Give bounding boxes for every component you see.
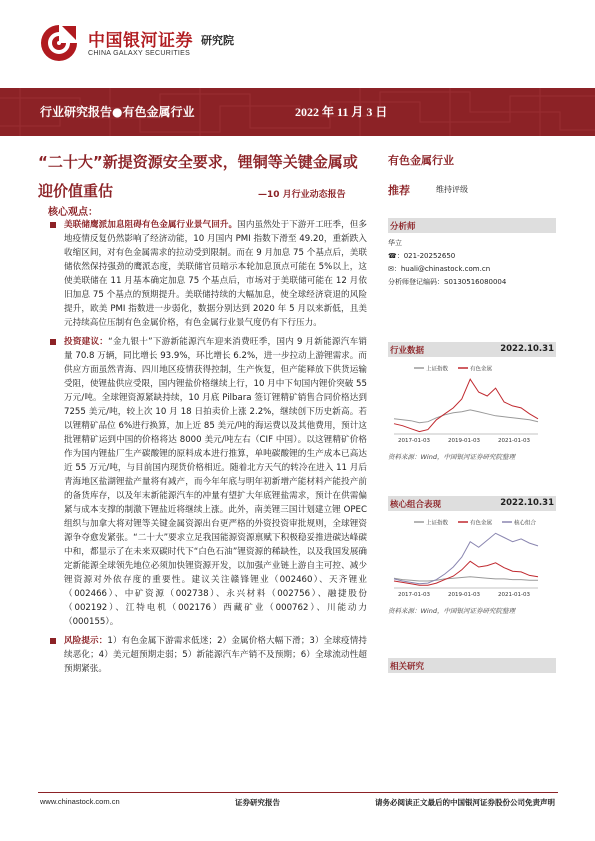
key-point <box>42 634 367 676</box>
report-banner <box>0 88 595 136</box>
series-line <box>394 577 538 581</box>
institute-label: 研究院 <box>201 34 234 47</box>
footer-disclaimer: 请务必阅读正文最后的中国银河证券股份公司免责声明 <box>375 798 555 807</box>
analyst-box <box>388 218 556 313</box>
chart-heading: 核心组合表现 <box>390 500 442 510</box>
core-portfolio-chart <box>388 496 556 616</box>
footer-divider <box>38 792 558 793</box>
legend-label: 有色金属 <box>470 520 493 527</box>
rating-label: 推荐 <box>388 184 410 197</box>
report-subtitle: —10 月行业动态报告 <box>258 190 346 200</box>
x-tick-label: 2019-01-03 <box>448 438 480 444</box>
key-point <box>42 335 367 629</box>
series-line <box>394 533 538 584</box>
legend-label: 核心组合 <box>514 520 537 527</box>
legend-label: 有色金属 <box>470 366 493 373</box>
company-logo <box>38 22 268 66</box>
legend-label: 上证指数 <box>426 366 449 373</box>
x-tick-label: 2017-01-03 <box>398 438 430 444</box>
x-tick-label: 2021-01-03 <box>498 438 530 444</box>
bullet-square-icon <box>50 638 56 644</box>
report-title: “二十大”新提资源安全要求，锂铜等关键金属或迎价值重估 <box>38 153 358 200</box>
chart-heading-bar <box>388 496 556 511</box>
portfolio-line-chart <box>388 514 556 606</box>
analyst-heading-bar <box>388 218 556 233</box>
chart-date: 2022.10.31 <box>500 344 554 354</box>
key-point-title: 风险提示： <box>64 636 108 646</box>
x-tick-label: 2019-01-03 <box>448 592 480 598</box>
chart-source: 资料来源：Wind，中国银河证券研究院整理 <box>388 607 515 615</box>
bullet-square-icon <box>50 339 56 345</box>
industry-line-chart <box>388 360 556 452</box>
report-type: 行业研究报告●有色金属行业 <box>40 105 195 119</box>
footer-center: 证券研究报告 <box>235 798 280 807</box>
rating-type: 维持评级 <box>436 185 468 194</box>
industry-label: 有色金属行业 <box>388 154 454 167</box>
analyst-license: 分析师登记编码：S0130516080004 <box>388 278 507 286</box>
chart-heading: 行业数据 <box>390 346 425 356</box>
series-line <box>394 561 538 585</box>
related-heading: 相关研究 <box>390 662 425 672</box>
key-point-title: 美联储鹰派加息阻碍有色金属行业景气回升。 <box>64 220 238 230</box>
key-point-body: 国内虽然处于下游开工旺季，但多地疫情反复仍然影响了经济动能，10 月国内 PMI 指数下滑至 49.20，重新跌入收缩区间，对有色金属需求的拉动受到限制。而在 9 月加息 75 个基点后，美联储依然保持强劲的鹰派态度，美联储官员暗示本轮加息顶点可能在 5%以上，这使美联储在 11 月基本确定加息 75 个基点后，市场对于美联储可能在 12 月依旧加息 75 个基点的预期提升。美联储持续的大幅加息，使全球经济衰退的风险提升，欧美 PMI 指数进一步弱化，数据分别达到 2020 年 5 月以来新低，且美元持续高位压制有色金属价格，有色金属行业景气度仍有下行压力。 <box>64 220 367 328</box>
chart-source: 资料来源：Wind，中国银河证券研究院整理 <box>388 453 515 461</box>
analyst-heading: 分析师 <box>390 222 416 232</box>
key-point-body: “金九银十”下游新能源汽车迎来消费旺季，国内 9 月新能源汽车销量 70.8 万辆，同比增长 93.9%，环比增长 6.2%，进一步拉动上游锂需求。而供应方面虽然青海、四川地区疫情获得控制，生产恢复，但产能释放下供货运输受阻，使锂盐供应受限，国内锂盐价格继续上行，10 月中下旬国内锂价突破 55 万元/吨。全球锂资源紧缺持续，10 月底 Pilbara 签订锂精矿销售合同价格达到 7255 美元/吨，较上次 10 月 18 日拍卖价上涨 2.2%，继续创下历史新高。若以锂精矿品位 6%进行换算，加上近 85 美元/吨的海运费以及其他费用，预计这批锂精矿运到中国的价格将达 8000 美元/吨左右（CIF 中国）。以这锂精矿价格作为国内锂盐厂生产碳酸锂的原料成本进行推算，单吨碳酸锂的生产成本已高达近 55 万元/吨，与目前国内现货价格相近。随着北方天气的转冷在进入 11 月后青海地区盐湖锂盐产量将有减产，而今年年底与明年初新增产能材料产能投产前的备货库存，以及年末新能源汽车的冲量有望扩大年底锂盐需求，预计在供需偏紧与成本支撑的制激下锂盐近将继续上涨。此外，南美锂三国计划建立锂 OPEC 组织与加拿大将对锂等关键金属资源出台更严格的外资投资审批规则，全球锂资源争夺愈发紧张。“二十大”要求立足我国能源资源禀赋下积极稳妥推进碳达峰碳中和，都显示了在未来双碳时代下“白色石油”锂资源的稀缺性，以及我国发展确定新能源全球领先地位必须加快锂资源开发，以加强产业链上游自主可控、减少锂资源对外依存度的重要性。建议关注赣锋锂业（002460）、天齐锂业（002466）、中矿资源（002738）、永兴材料（002756）、融捷股份（002192）、江特电机（002176）西藏矿业（000762）、川能动力（000155）。 <box>64 337 367 627</box>
galaxy-logo-icon <box>38 22 80 64</box>
report-date: 2022 年 11 月 3 日 <box>295 105 388 119</box>
series-line <box>394 379 538 431</box>
x-tick-label: 2021-01-03 <box>498 592 530 598</box>
key-point-body: 1）有色金属下游需求低迷；2）金属价格大幅下滑；3）全球疫情持续恶化；4）美元超预期走弱；5）新能源汽车产销不及预期；6）全球流动性超预期紧张。 <box>64 636 367 674</box>
analyst-email[interactable]: ✉：huali@chinastock.com.cn <box>388 265 491 273</box>
analyst-name: 华立 <box>388 239 402 247</box>
chart-heading-bar <box>388 342 556 357</box>
industry-data-chart <box>388 342 556 462</box>
key-point <box>42 218 367 330</box>
key-points-list <box>42 218 367 681</box>
legend-label: 上证指数 <box>426 520 449 527</box>
footer-url[interactable]: www.chinastock.com.cn <box>40 797 120 806</box>
bullet-square-icon <box>50 222 56 228</box>
key-points-heading: 核心观点： <box>48 207 98 218</box>
logo-text-en: CHINA GALAXY SECURITIES <box>88 50 191 57</box>
chart-date: 2022.10.31 <box>500 498 554 508</box>
key-point-title: 投资建议： <box>64 337 109 347</box>
analyst-phone: ☎：021-20252650 <box>388 252 456 260</box>
logo-text-cn: 中国银河证券 <box>88 31 193 51</box>
x-tick-label: 2017-01-03 <box>398 592 430 598</box>
related-heading-bar <box>388 658 556 673</box>
series-line <box>394 410 538 423</box>
